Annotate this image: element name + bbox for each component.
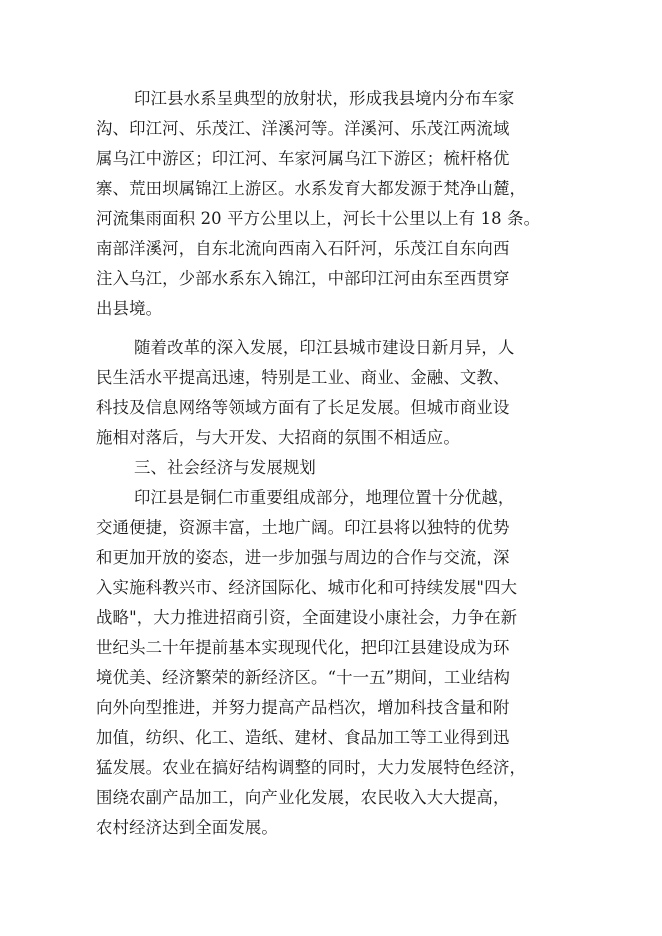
paragraph-water-system [96, 84, 562, 324]
text-line: 注入乌江，少部水系东入锦江，中部印江河由东至西贯穿 [96, 269, 510, 288]
text-line: 出县境。 [96, 299, 163, 318]
text-line: 南部洋溪河，自东北流向西南入石阡河，乐茂江自东向西 [96, 239, 510, 258]
section-heading: 三、社会经济与发展规划 [134, 458, 316, 477]
text-line: 入实施科教兴市、经济国际化、城市化和可持续发展"四大 [96, 578, 518, 597]
text-line: 境优美、经济繁荣的新经济区。“十一五”期间，工业结构 [96, 668, 511, 687]
text-line: 沟、印江河、乐茂江、洋溪河等。洋溪河、乐茂江两流域 [96, 119, 510, 138]
text-line: 猛发展。农业在搞好结构调整的同时，大力发展特色经济， [96, 758, 527, 777]
text-line: 向外向型推进，并努力提高产品档次，增加科技含量和附 [96, 698, 510, 717]
document-body [96, 84, 562, 843]
text-line: 和更加开放的姿态，进一步加强与周边的合作与交流，深 [96, 548, 510, 567]
paragraph-urban-development [96, 333, 562, 453]
text-line: 围绕农副产品加工，向产业化发展，农民收入大大提高， [96, 788, 510, 807]
paragraph-economic-plan [96, 483, 562, 843]
text-line: 交通便捷，资源丰富，土地广阔。印江县将以独特的优势 [96, 518, 510, 537]
text-line: 民生活水平提高迅速，特别是工业、商业、金融、文教、 [96, 368, 510, 387]
text-line: 印江县水系呈典型的放射状，形成我县境内分布车家 [134, 89, 515, 108]
text-line: 科技及信息网络等领域方面有了长足发展。但城市商业设 [96, 398, 510, 417]
text-line: 农村经济达到全面发展。 [96, 818, 278, 837]
text-line: 世纪头二十年提前基本实现现代化，把印江县建设成为环 [96, 638, 510, 657]
text-line: 河流集雨面积 20 平方公里以上，河长十公里以上有 18 条。 [96, 209, 541, 228]
text-line: 加值，纺织、化工、造纸、建材、食品加工等工业得到迅 [96, 728, 510, 747]
text-line: 属乌江中游区；印江河、车家河属乌江下游区；梳杆格优 [96, 149, 510, 168]
text-line: 战略"，大力推进招商引资，全面建设小康社会，力争在新 [96, 608, 518, 627]
text-line: 寨、荒田坝属锦江上游区。水系发育大都发源于梵净山麓， [96, 179, 527, 198]
text-line: 随着改革的深入发展，印江县城市建设日新月异，人 [134, 338, 515, 357]
text-line: 施相对落后，与大开发、大招商的氛围不相适应。 [96, 428, 460, 447]
text-line: 印江县是铜仁市重要组成部分，地理位置十分优越， [134, 488, 515, 507]
